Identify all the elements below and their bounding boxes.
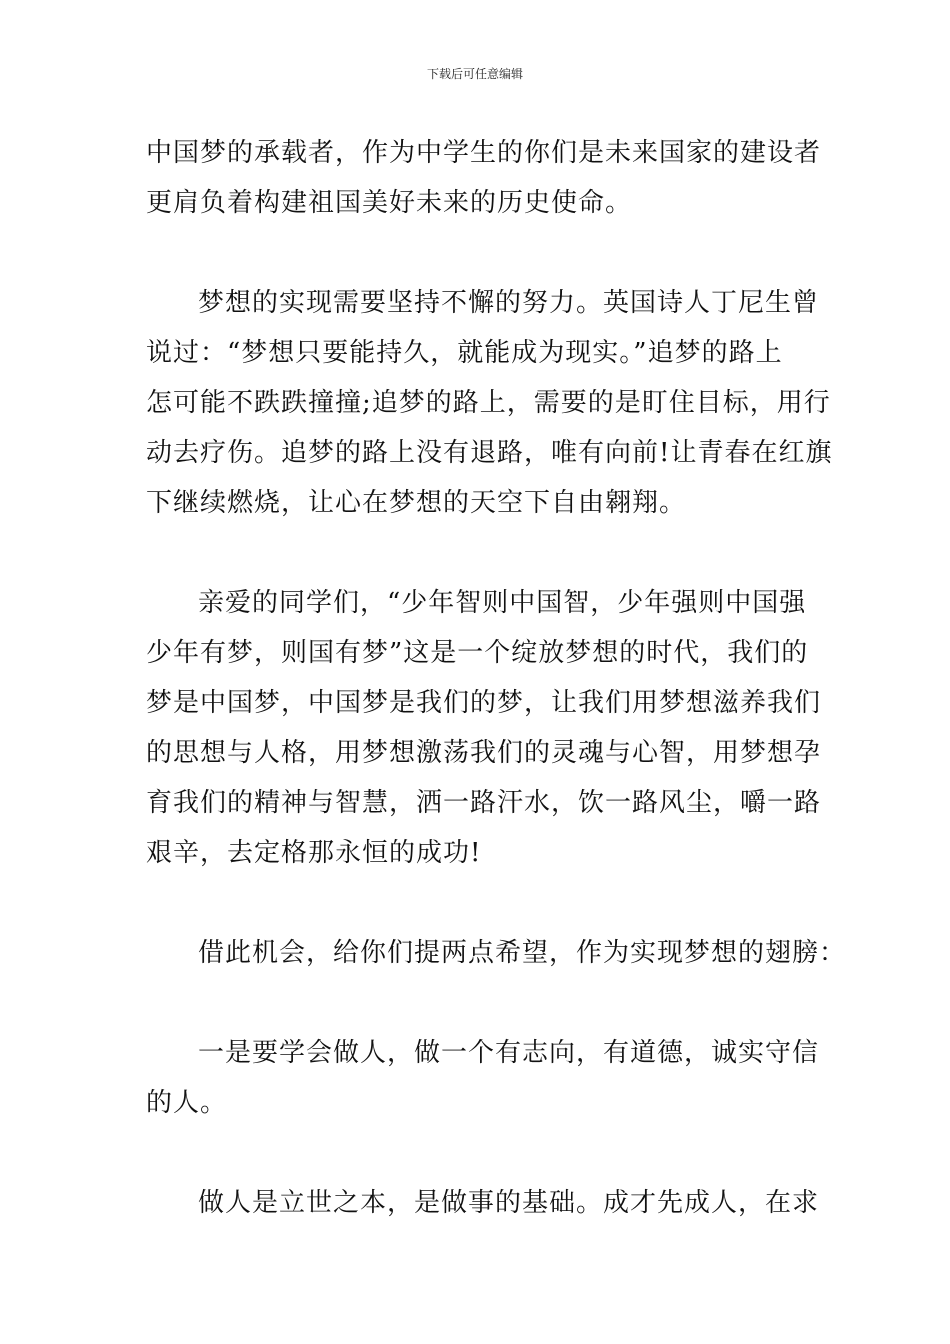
text-line: 梦想的实现需要坚持不懈的努力。英国诗人丁尼生曾 xyxy=(198,288,820,318)
header-note: 下载后可任意编辑 xyxy=(426,67,523,81)
paragraph-gap xyxy=(146,878,806,928)
text-line: 下继续燃烧，让心在梦想的天空下自由翱翔。 xyxy=(146,488,687,518)
text-line: 少年有梦，则国有梦”这是一个绽放梦想的时代，我们的 xyxy=(146,638,809,668)
text-line: 动去疗伤。追梦的路上没有退路，唯有向前!让青春在红旗 xyxy=(146,438,833,468)
text-line: 的人。 xyxy=(146,1088,228,1118)
paragraph-gap xyxy=(146,978,806,1028)
document-body xyxy=(146,128,847,1228)
text-line: 梦是中国梦，中国梦是我们的梦，让我们用梦想滋养我们 xyxy=(146,688,822,718)
text-line: 一是要学会做人，做一个有志向，有道德，诚实守信 xyxy=(198,1038,820,1068)
text-line: 更肩负着构建祖国美好未来的历史使命。 xyxy=(146,188,633,218)
paragraph xyxy=(146,1178,820,1228)
text-line: 怎可能不跌跌撞撞;追梦的路上，需要的是盯住目标，用行 xyxy=(146,388,831,418)
text-line: 借此机会，给你们提两点希望，作为实现梦想的翅膀： xyxy=(198,938,847,968)
text-line: 艰辛，去定格那永恒的成功! xyxy=(146,838,482,868)
paragraph xyxy=(146,128,822,228)
paragraph xyxy=(146,928,847,978)
paragraph-gap xyxy=(146,528,806,578)
text-line: 育我们的精神与智慧，洒一路汗水，饮一路风尘，嚼一路 xyxy=(146,788,822,818)
text-line: 的思想与人格，用梦想激荡我们的灵魂与心智，用梦想孕 xyxy=(146,738,822,768)
paragraph xyxy=(146,278,833,528)
paragraph xyxy=(146,578,822,878)
text-line: 做人是立世之本，是做事的基础。成才先成人，在求 xyxy=(198,1188,820,1218)
text-line: 说过：“梦想只要能持久，就能成为现实。”追梦的路上 xyxy=(146,338,783,368)
paragraph-gap xyxy=(146,1128,806,1178)
paragraph-gap xyxy=(146,228,806,278)
text-line: 中国梦的承载者，作为中学生的你们是未来国家的建设者 xyxy=(146,138,822,168)
text-line: 亲爱的同学们，“少年智则中国智，少年强则中国强 xyxy=(198,588,807,618)
paragraph xyxy=(146,1028,820,1128)
